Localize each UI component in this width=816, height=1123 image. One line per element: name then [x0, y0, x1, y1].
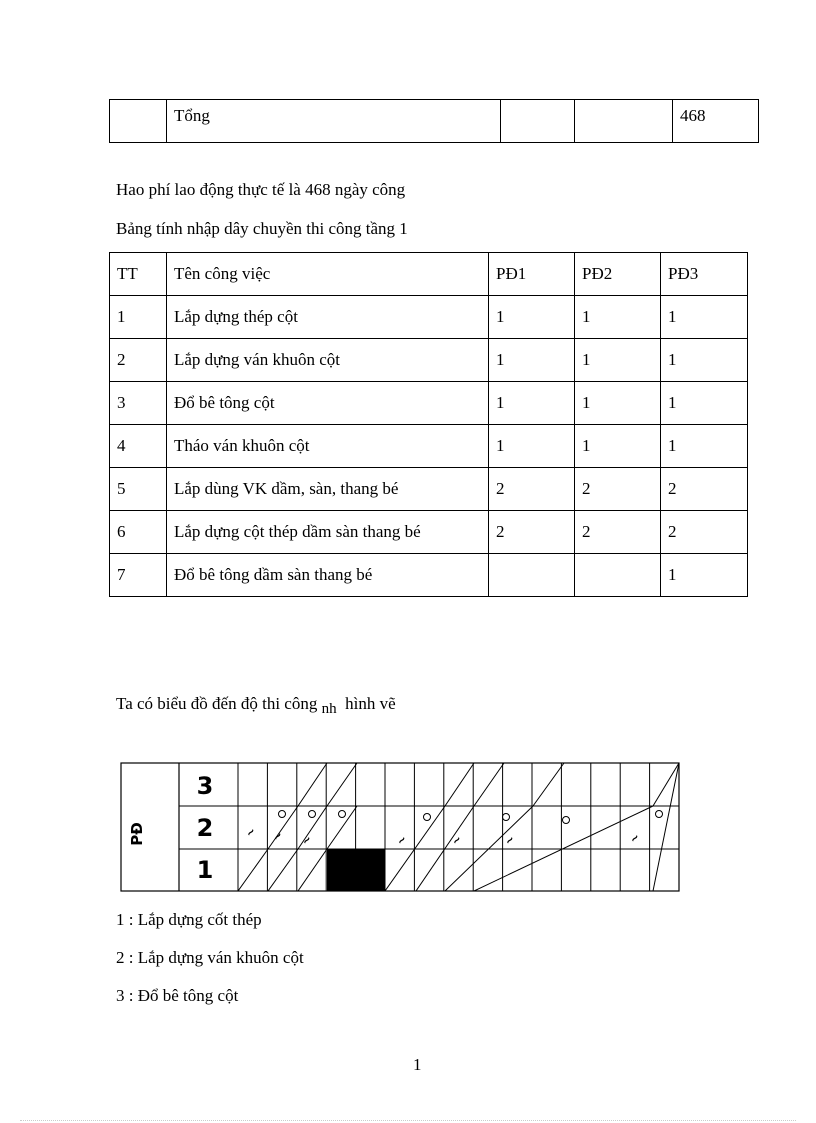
hand-mark — [339, 811, 346, 818]
table-cell: 2 — [575, 511, 661, 554]
table-row — [110, 468, 748, 511]
table-cell: 1 — [661, 554, 748, 597]
table-cell: Lắp dựng ván khuôn cột — [167, 339, 489, 382]
table-cell: 1 — [575, 382, 661, 425]
hand-mark: ~ — [242, 824, 259, 841]
table-cell — [501, 100, 575, 143]
table-row — [110, 554, 748, 597]
flow-line — [474, 763, 504, 806]
schedule-intro-text: Ta có biểu đồ đến độ thi công — [116, 694, 318, 713]
flow-line — [298, 849, 327, 891]
table-cell: 1 — [575, 339, 661, 382]
footer-divider — [20, 1120, 796, 1121]
table-cell: 2 — [489, 511, 575, 554]
flow-line — [268, 806, 298, 849]
table-cell: 2 — [489, 468, 575, 511]
table-cell: 7 — [110, 554, 167, 597]
table-cell — [575, 100, 673, 143]
flow-line — [268, 849, 298, 891]
table-cell: 2 — [661, 511, 748, 554]
schedule-diagram — [120, 762, 682, 894]
filled-cell — [327, 849, 385, 891]
hand-mark — [656, 811, 663, 818]
table-cell: 6 — [110, 511, 167, 554]
table-cell: Tháo ván khuôn cột — [167, 425, 489, 468]
table-cell: 1 — [661, 339, 748, 382]
table-cell: Tổng — [167, 100, 501, 143]
table-cell: 1 — [575, 296, 661, 339]
table-cell: 1 — [110, 296, 167, 339]
table-cell: 1 — [661, 296, 748, 339]
legend-item-2: 2 : Lắp dựng ván khuôn cột — [116, 948, 304, 967]
table-row — [110, 100, 759, 143]
flow-line — [653, 763, 679, 891]
hand-mark — [279, 811, 286, 818]
table-cell: 3 — [110, 382, 167, 425]
table-cell — [110, 100, 167, 143]
work-table — [109, 252, 748, 597]
table-row — [110, 296, 748, 339]
table-cell: 2 — [661, 468, 748, 511]
page-number: 1 — [413, 1055, 422, 1074]
table-cell: 1 — [661, 382, 748, 425]
row-label-1: 1 — [196, 856, 214, 884]
table-cell: 1 — [575, 425, 661, 468]
hand-mark — [503, 814, 510, 821]
table-header-row — [110, 253, 748, 296]
table-cell: 2 — [575, 468, 661, 511]
table-cell: 1 — [661, 425, 748, 468]
table-cell: 1 — [489, 296, 575, 339]
table-cell: 1 — [489, 425, 575, 468]
schedule-intro-text-end: hình vẽ — [345, 694, 396, 713]
hand-mark: ~ — [298, 832, 315, 849]
header-pd3: PĐ3 — [661, 253, 748, 296]
legend-item-1: 1 : Lắp dựng cốt thép — [116, 910, 262, 929]
table-cell: Lắp dùng VK dầm, sàn, thang bé — [167, 468, 489, 511]
table-cell: Lắp dựng thép cột — [167, 296, 489, 339]
hand-mark: ~ — [501, 832, 518, 849]
flow-line — [445, 763, 474, 806]
table-cell: 5 — [110, 468, 167, 511]
table-caption: Bảng tính nhập dây chuyền thi công tầng 1 — [116, 219, 408, 238]
labor-cost-text: Hao phí lao động thực tế là 468 ngày công — [116, 180, 406, 199]
table-cell: 1 — [489, 382, 575, 425]
table-row — [110, 425, 748, 468]
header-tt: TT — [110, 253, 167, 296]
hand-mark — [309, 811, 316, 818]
header-pd2: PĐ2 — [575, 253, 661, 296]
total-table — [109, 99, 759, 143]
table-cell — [575, 554, 661, 597]
legend-item-3: 3 : Đổ bê tông cột — [116, 986, 239, 1005]
table-row — [110, 511, 748, 554]
flow-line — [238, 849, 268, 891]
flow-line — [298, 763, 327, 806]
table-cell: 4 — [110, 425, 167, 468]
table-cell: Đổ bê tông dầm sàn thang bé — [167, 554, 489, 597]
row-label-3: 3 — [196, 772, 214, 800]
table-cell: 1 — [489, 339, 575, 382]
hand-mark: ~ — [448, 832, 465, 849]
flow-line — [327, 763, 357, 806]
header-pd1: PĐ1 — [489, 253, 575, 296]
header-task: Tên công việc — [167, 253, 489, 296]
hand-mark — [563, 817, 570, 824]
hand-mark: ~ — [269, 828, 286, 845]
flow-line — [327, 806, 357, 849]
hand-mark: ~ — [626, 830, 643, 847]
schedule-intro-subscript: nh — [321, 701, 337, 717]
table-row — [110, 382, 748, 425]
row-label-2: 2 — [196, 814, 214, 842]
table-cell — [489, 554, 575, 597]
table-cell: Lắp dựng cột thép dầm sàn thang bé — [167, 511, 489, 554]
table-cell: 468 — [673, 100, 759, 143]
hand-mark — [424, 814, 431, 821]
schedule-intro — [116, 694, 396, 717]
table-row — [110, 339, 748, 382]
table-cell: Đổ bê tông cột — [167, 382, 489, 425]
hand-mark: ~ — [393, 832, 410, 849]
table-cell: 2 — [110, 339, 167, 382]
flow-line — [533, 763, 564, 806]
side-label: PĐ — [128, 822, 146, 846]
